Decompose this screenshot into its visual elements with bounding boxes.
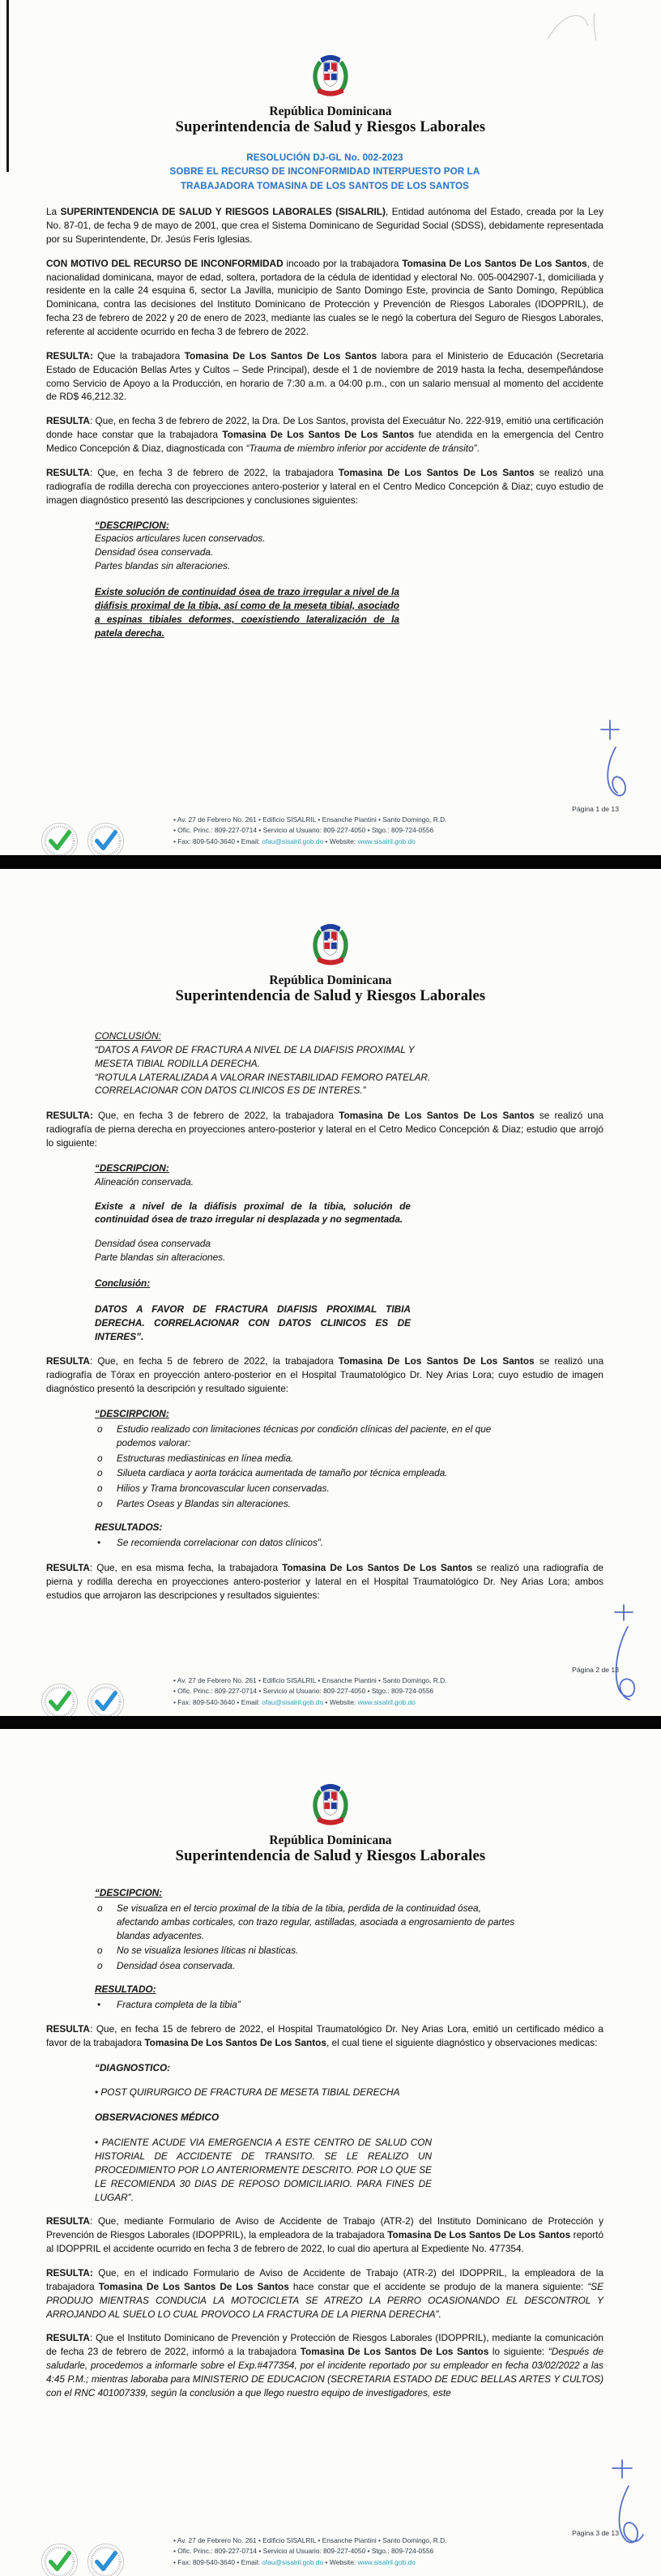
quoted-lines <box>95 1029 432 1098</box>
text-line <box>95 1237 603 1251</box>
text-segment: “DESCIRPCION: <box>95 1408 169 1420</box>
footer-address-line: • Av. 27 de Febrero No. 261 • Edificio SISALRIL • Ensanche Piantini • Santo Domingo, R.D. <box>173 2535 447 2544</box>
text-segment: Que, en fecha 3 de febrero de 2022, la trabajadora <box>92 1110 339 1122</box>
list-marker: o <box>97 1423 103 1435</box>
paragraph <box>95 2136 432 2204</box>
list-item-text <box>117 1452 516 1466</box>
text-segment: hace constar que el accidente se produjo de la manera siguiente: <box>288 2280 588 2292</box>
list-item <box>95 1944 516 1958</box>
text-segment: Silueta cardiaca y aorta torácica aumentada de tamaño por técnica empleada. <box>117 1467 448 1479</box>
resolution-title <box>46 151 603 193</box>
text-segment: Espacios articulares lucen conservados. <box>95 533 266 545</box>
text-segment: RESULTA <box>46 1561 90 1573</box>
list-marker: • <box>97 1999 101 2011</box>
page-separator <box>0 1716 661 1729</box>
text-segment: RESULTA <box>46 2332 90 2344</box>
text-segment: “Después de saludarle, procedemos a informarle sobre el Exp.#477354, por el incidente reportado por su empleador en fecha 03/02/2022 a las 4:45 P.M.; mientras laboraba para MINISTERIO DE EDUCACION (SECRETARIA ESTADO DE EDUC BELLAS ARTES Y CULTOS) con el RNC 401007339, según la conclusión a que llego nuestro equipo de investigadores, este <box>46 2346 604 2398</box>
resolution-title-line: TRABAJADORA TOMASINA DE LOS SANTOS DE LOS SANTOS <box>180 180 470 191</box>
certification-seal-green-icon <box>41 2543 79 2576</box>
page-separator <box>0 855 661 869</box>
text-line <box>95 1175 603 1189</box>
paragraph <box>46 1354 603 1396</box>
document-page-3 <box>0 1729 661 2576</box>
text-segment: Se recomienda correlacionar con datos clínicos”. <box>117 1536 324 1548</box>
text-segment: Tomasina De Los Santos De Los Santos <box>282 1561 473 1573</box>
text-segment: CONCLUSIÓN: <box>95 1030 161 1042</box>
list-marker: o <box>97 1960 103 1972</box>
footer-address-line <box>173 1697 627 1708</box>
text-segment: Que la trabajadora <box>92 349 185 362</box>
text-segment: No se visualiza lesiones líticas ni blasticas. <box>117 1945 299 1957</box>
certification-seal-blue-icon <box>87 2543 125 2576</box>
page-header <box>0 869 661 1005</box>
text-line <box>95 1084 432 1098</box>
list-marker: o <box>97 1498 103 1510</box>
text-segment: se realizó una radiografía de pierna derecha en proyecciones antero-posterior y lateral en el Cetro Medico Concepción & Diaz; estudio que arrojó lo siguiente: <box>46 1110 603 1149</box>
certification-seal-blue-icon <box>87 822 125 855</box>
header-country: República Dominicana <box>269 1834 392 1847</box>
resolution-title-line: SOBRE EL RECURSO DE INCONFORMIDAD INTERPUESTO POR LA <box>169 166 480 178</box>
text-line <box>95 546 603 559</box>
text-segment: Hilios y Trama broncovascular lucen conservadas. <box>117 1483 330 1495</box>
text-segment: www.sisalril.gob.do <box>357 2557 416 2566</box>
footer-address-line <box>173 2557 627 2568</box>
footer-address-line: • Ofic. Princ.: 809-227-0714 • Servicio al Usuario: 809-227-4050 • Stgo.: 809-724-0556 <box>173 826 434 835</box>
text-segment: incoado por la trabajadora <box>283 257 403 269</box>
text-segment: RESULTA: <box>46 2267 93 2279</box>
text-line <box>95 1886 603 1900</box>
text-segment: . <box>476 443 480 455</box>
text-line <box>95 532 603 546</box>
resolution-title-line: RESOLUCIÓN DJ-GL No. 002-2023 <box>246 152 403 163</box>
text-segment: se realizó una radiografía de rodilla derecha con proyecciones antero-posterior y lateral en el Centro Medico Concepción & Diaz; cuyo estudio de imagen diagnóstico presentó las descripciones y conclusiones siguientes: <box>46 466 604 506</box>
page-body <box>0 151 661 640</box>
text-segment: “DESCRIPCION: <box>95 1162 169 1174</box>
quoted-lines <box>95 1886 603 1900</box>
list-item-text <box>117 1959 516 1973</box>
text-segment: : Que, en fecha 5 de febrero de 2022, la trabajadora <box>89 1355 339 1367</box>
text-segment: Densidad ósea conservada. <box>95 546 214 558</box>
text-segment: Densidad ósea conservada <box>95 1238 211 1250</box>
quoted-lines <box>95 1983 603 1996</box>
certification-seals <box>41 2543 125 2576</box>
text-segment: Parte blandas sin alteraciones. <box>95 1252 226 1264</box>
document-page-1 <box>0 0 661 855</box>
text-segment: Que, en el indicado Formulario de Aviso de Accidente de Trabajo (ATR-2) del IDOPPRIL, la empleadora de la trabajadora <box>46 2267 603 2292</box>
paragraph <box>46 2266 603 2321</box>
quoted-lines <box>95 1277 603 1290</box>
paragraph <box>46 2022 603 2050</box>
bullet-list <box>95 1998 603 2012</box>
handwritten-pen-mark <box>591 717 640 806</box>
text-segment: Tomasina De Los Santos De Los Santos <box>98 2280 289 2292</box>
list-item <box>95 1998 603 2012</box>
pencil-scribble <box>541 5 622 49</box>
text-line <box>95 1251 603 1264</box>
quoted-lines <box>95 519 603 573</box>
footer-address <box>173 2535 627 2568</box>
paragraph <box>95 1200 411 1227</box>
text-segment: Tomasina De Los Santos De Los Santos <box>184 349 377 362</box>
text-segment: www.sisalril.gob.do <box>357 1697 416 1706</box>
list-item-text <box>117 1423 516 1450</box>
paragraph <box>46 2331 603 2399</box>
header-institution: Superintendencia de Salud y Riesgos Laborales <box>175 1848 486 1864</box>
paragraph <box>46 349 603 404</box>
paragraph <box>46 257 603 339</box>
paragraph <box>46 1561 603 1603</box>
list-marker: o <box>97 1945 103 1957</box>
paragraph <box>46 414 603 456</box>
page-number-label: Página 3 de 13 <box>572 2529 619 2537</box>
list-marker: o <box>97 1452 103 1464</box>
footer-address <box>173 815 627 847</box>
text-segment: Tomasina De Los Santos De Los Santos <box>300 2346 489 2358</box>
text-segment: RESULTADOS: <box>95 1521 163 1534</box>
text-segment: RESULTADO: <box>95 1983 156 1996</box>
list-item <box>95 1536 603 1550</box>
text-segment: Partes blandas sin alteraciones. <box>95 560 231 572</box>
text-segment: : Que, en fecha 3 de febrero de 2022, la trabajadora <box>89 466 339 478</box>
footer-address <box>173 1675 627 1708</box>
coat-of-arms-icon <box>307 1779 354 1831</box>
text-segment: ofau@sisalril.gob.do <box>262 1697 324 1706</box>
list-item <box>95 1452 516 1466</box>
page-body <box>0 1886 661 2400</box>
text-segment: : Que, en fecha 3 de febrero de 2022, la Dra. De Los Santos, provista del Execuátur No. 222-919, emitió una certificación donde hace constar que la trabajadora <box>46 415 603 441</box>
footer-address-line: • Ofic. Princ.: 809-227-0714 • Servicio al Usuario: 809-227-4050 • Stgo.: 809-724-0556 <box>173 1687 434 1696</box>
text-segment: • POST QUIRURGICO DE FRACTURA DE MESETA TIBIAL DERECHA <box>95 2086 400 2099</box>
quoted-lines <box>95 2061 603 2075</box>
text-line <box>95 1983 603 1996</box>
list-item-text <box>117 1497 516 1511</box>
certification-seal-green-icon <box>41 1683 79 1716</box>
text-segment: reportó al IDOPPRIL el accidente ocurrido en fecha 3 de febrero de 2022, lo cual dio apertura al Expediente No. 477354. <box>46 2229 604 2255</box>
text-segment: Conclusión: <box>95 1277 151 1290</box>
quoted-lines <box>95 1407 603 1421</box>
text-segment: • Website: <box>323 2557 358 2566</box>
text-segment: • Fax: 809-540-3640 • Email: <box>173 837 262 845</box>
text-segment: La <box>46 206 61 218</box>
text-segment: , el cual tiene el siguiente diagnóstico y observaciones medicas: <box>326 2036 598 2048</box>
certification-seals <box>41 1683 125 1716</box>
text-segment: lo siguiente: <box>488 2346 548 2358</box>
page-number-label: Página 1 de 13 <box>572 805 619 813</box>
scan-edge-artifact <box>6 0 9 172</box>
text-segment: RESULTA <box>46 2215 90 2227</box>
paragraph <box>46 2214 603 2256</box>
text-segment: : Que el Instituto Dominicano de Prevención y Protección de Riesgos Laborales (IDOPPRIL), mediante la comunicación de fecha 23 de febrero de 2022, informó a la trabajadora <box>46 2332 603 2358</box>
text-segment: RESULTA <box>46 2022 90 2035</box>
list-marker: o <box>97 1483 103 1495</box>
text-segment: Tomasina De Los Santos De Los Santos <box>402 257 587 269</box>
paragraph <box>46 205 603 246</box>
text-segment: RESULTA: <box>46 1110 93 1122</box>
page-body <box>0 1029 661 1602</box>
list-item-text <box>117 1944 516 1958</box>
text-line <box>95 1407 603 1421</box>
text-segment: Estudio realizado con limitaciones técnicas por condición clínicas del paciente, en el que podemos valorar: <box>117 1423 492 1448</box>
text-line <box>95 2061 603 2075</box>
list-item-text <box>117 1466 516 1480</box>
text-line <box>95 1162 603 1175</box>
quoted-lines <box>95 1162 603 1189</box>
text-line <box>95 1043 432 1071</box>
text-segment: “DIAGNOSTICO: <box>95 2061 171 2073</box>
text-segment: Alineación conservada. <box>95 1175 194 1187</box>
page-header <box>0 1729 661 1865</box>
list-item-text <box>117 1536 603 1550</box>
text-segment: • Website: <box>323 837 358 845</box>
list-item <box>95 1466 516 1480</box>
text-segment: Se visualiza en el tercio proximal de la tibia de la tibia, perdida de la continuidad ósea, afectando ambas corticales, con trazo regular, astilladas, asociada a engrosamiento de partes blandas adyacentes. <box>117 1902 515 1941</box>
text-segment: Tomasina De Los Santos De Los Santos <box>222 429 415 441</box>
paragraph <box>95 585 399 640</box>
paragraph <box>46 466 603 507</box>
bullet-list <box>95 1902 516 1973</box>
list-marker: o <box>97 1467 103 1479</box>
list-marker: • <box>97 1536 101 1548</box>
text-segment: “DESCIPCION: <box>95 1887 163 1898</box>
quoted-lines <box>95 2111 603 2125</box>
list-item <box>95 1423 516 1450</box>
paragraph <box>46 1109 603 1150</box>
footer-address-line <box>173 837 627 847</box>
text-segment: • Website: <box>323 1697 358 1706</box>
text-segment: Existe a nivel de la diáfisis proximal de la tibia, solución de continuidad ósea de trazo irregular ni desplazada y no segmentada. <box>95 1200 411 1226</box>
text-segment: Tomasina De Los Santos De Los Santos <box>338 466 535 478</box>
text-line <box>95 1029 432 1043</box>
list-item <box>95 1902 516 1943</box>
list-item-text <box>117 1902 516 1943</box>
text-segment: • Fax: 809-540-3640 • Email: <box>173 1697 262 1706</box>
coat-of-arms-icon <box>307 919 354 971</box>
certification-seals <box>41 822 125 855</box>
text-segment: Fractura completa de la tibia” <box>117 1999 241 2011</box>
text-segment: Estructuras mediastinicas en línea media. <box>117 1452 294 1464</box>
text-segment: Existe solución de continuidad ósea de trazo irregular a nivel de la diáfisis proximal de la tibia, así como de la meseta tibial, asociado a espinas tibiales deformes, coexistiendo lateralización de la patela derecha. <box>95 585 399 639</box>
text-segment: se realizó una radiografía de pierna y rodilla derecha en proyecciones antero-posterior y lateral en el Hospital Traumatológico Dr. Ney Arias Lora; ambos estudios que arrojaron las descripciones y resultados siguientes: <box>46 1561 603 1601</box>
header-institution: Superintendencia de Salud y Riesgos Laborales <box>175 119 486 135</box>
text-line <box>95 1521 603 1534</box>
text-segment: : Que, en esa misma fecha, la trabajadora <box>89 1561 283 1573</box>
header-country: República Dominicana <box>269 973 392 987</box>
text-segment: DATOS A FAVOR DE FRACTURA DIAFISIS PROXIMAL TIBIA DERECHA. CORRELACIONAR CON DATOS CLINICOS ES DE INTERES”. <box>95 1303 411 1342</box>
text-segment: RESULTA: <box>46 349 93 362</box>
text-segment: , de nacionalidad dominicana, mayor de edad, soltera, portadora de la cédula de identidad y electoral No. 005-0042907-1, domiciliada y residente en la calle 24 esquina 6, sector La Javilla, municipio de Santo Domingo Este, provincia de Santo Domingo, República Dominicana, contra las decisiones del Instituto Dominicano de Protección y Prevención de Riesgos Laborales (IDOPPRIL), de fecha 23 de febrero de 2022 y 20 de enero de 2023, mediante las cuales se le negó la cobertura del Seguro de Riesgos Laborales, referente al accidente ocurrido en fecha 3 de febrero de 2022. <box>46 257 604 338</box>
footer-address-line: • Av. 27 de Febrero No. 261 • Edificio SISALRIL • Ensanche Piantini • Santo Domingo, R.D. <box>173 815 447 824</box>
text-segment: ofau@sisalril.gob.do <box>262 837 324 845</box>
text-segment: • PACIENTE ACUDE VIA EMERGENCIA A ESTE CENTRO DE SALUD CON HISTORIAL DE ACCIDENTE DE TRANSITO. SE LE REALIZO UN PROCEDIMIENTO POR LO ANTERIORMENTE DESCRITO. POR LO QUE SE LE RECOMIENDA 30 DIAS DE REPOSO DOMICILIARIO. PARA FINES DE LUGAR”. <box>95 2137 432 2203</box>
list-item <box>95 1482 516 1496</box>
text-segment: “Trauma de miembro inferior por accidente de tránsito” <box>245 443 477 455</box>
certification-seal-green-icon <box>41 822 79 855</box>
list-marker: o <box>97 1902 103 1914</box>
text-segment: se realizó una radiografía de Tórax en proyección antero-posterior en el Hospital Traumatológico Dr. Ney Arias Lora; cuyo estudio de imagen diagnóstico presentó la descripción y resultado siguiente: <box>46 1355 604 1395</box>
quoted-lines <box>95 1237 603 1264</box>
text-segment: Tomasina De Los Santos De Los Santos <box>144 2036 326 2048</box>
text-segment: www.sisalril.gob.do <box>357 837 416 845</box>
quoted-lines <box>95 2086 603 2099</box>
text-line <box>95 2086 603 2099</box>
list-item-text <box>117 1482 516 1496</box>
text-segment: RESULTA <box>46 1355 90 1367</box>
document-page-2 <box>0 869 661 1716</box>
text-segment: CORRELACIONAR CON DATOS CLINICOS ES DE INTERES.” <box>95 1085 366 1097</box>
text-segment: : Que, mediante Formulario de Aviso de Accidente de Trabajo (ATR-2) del Instituto Dominicano de Protección y Prevención de Riesgos Laborales (IDOPPRIL), la empleadora de la trabajadora <box>46 2215 603 2241</box>
text-segment: RESULTA <box>46 415 90 427</box>
text-segment: CON MOTIVO DEL RECURSO DE INCONFORMIDAD <box>46 257 284 269</box>
text-segment: “DATOS A FAVOR DE FRACTURA A NIVEL DE LA DIAFISIS PROXIMAL Y MESETA TIBIAL RODILLA DERECHA. <box>95 1043 415 1069</box>
text-segment: fue atendida en la emergencia del Centro Medico Concepción & Diaz, diagnosticada con <box>46 429 603 455</box>
text-segment: RESULTA <box>46 466 90 478</box>
paragraph <box>95 1303 411 1344</box>
page-number-label: Página 2 de 13 <box>572 1666 619 1674</box>
text-line <box>95 2111 603 2125</box>
header-country: República Dominicana <box>269 105 392 118</box>
text-segment: : Que, en fecha 15 de febrero de 2022, el Hospital Traumatológico Dr. Ney Arias Lora, emitió un certificado médico a favor de la trabajadora <box>46 2022 603 2048</box>
list-item <box>95 1959 516 1973</box>
text-segment: Tomasina De Los Santos De Los Santos <box>387 2229 571 2241</box>
text-line <box>95 559 603 573</box>
coat-of-arms-icon <box>307 50 354 102</box>
text-segment: ofau@sisalril.gob.do <box>262 2557 324 2566</box>
quoted-lines <box>95 1521 603 1534</box>
text-segment: SUPERINTENDENCIA DE SALUD Y RIESGOS LABORALES (SISALRIL) <box>60 206 386 218</box>
footer-address-line: • Av. 27 de Febrero No. 261 • Edificio SISALRIL • Ensanche Piantini • Santo Domingo, R.D. <box>173 1675 447 1684</box>
text-segment: Tomasina De Los Santos De Los Santos <box>338 1355 535 1367</box>
text-segment: Partes Oseas y Blandas sin alteraciones. <box>117 1498 292 1510</box>
text-line <box>95 1071 432 1085</box>
text-segment: Tomasina De Los Santos De Los Santos <box>339 1110 535 1122</box>
bullet-list <box>95 1536 603 1550</box>
text-segment: “DESCRIPCION: <box>95 519 169 531</box>
certification-seal-blue-icon <box>87 1683 125 1716</box>
footer-address-line: • Ofic. Princ.: 809-227-0714 • Servicio al Usuario: 809-227-4050 • Stgo.: 809-724-0556 <box>173 2547 434 2556</box>
text-segment: “SE PRODUJO MIENTRAS CONDUCIA LA MOTOCICLETA SE ATREZO LA PERRO OCASIONANDO EL DESCONTROL Y ARROJANDO AL SUELO LO CUAL PROVOCO LA FRACTURA DE LA PIERNA DERECHA”. <box>46 2280 604 2320</box>
text-segment: , Entidad autónoma del Estado, creada por la Ley No. 87-01, de fecha 9 de mayo de 2001, que crea el Sistema Dominicano de Seguridad Social (SDSS), debidamente representada por su Superintendente, Dr. Jesús Feris Iglesias. <box>46 206 603 245</box>
text-segment: OBSERVACIONES MÉDICO <box>95 2112 220 2124</box>
text-segment: Densidad ósea conservada. <box>117 1960 236 1972</box>
bullet-list <box>95 1423 516 1511</box>
text-segment: labora para el Ministerio de Educación (Secretaria Estado de Educación Bellas Artes y Cultos – Sede Principal), desde el 1 de noviembre de 2019 hasta la fecha, desempeñándose como Servicio de Apoyo a la Producción, en horario de 7:30 a.m. a 04:00 p.m., con un salario mensual al momento del accidente de RD$ 46,212.32. <box>46 349 603 403</box>
text-line <box>95 1277 603 1290</box>
list-item-text <box>117 1998 603 2012</box>
header-institution: Superintendencia de Salud y Riesgos Laborales <box>175 988 486 1004</box>
text-segment: “ROTULA LATERALIZADA A VALORAR INESTABILIDAD FEMORO PATELAR. <box>95 1071 431 1083</box>
text-line <box>95 519 603 533</box>
text-segment: • Fax: 809-540-3640 • Email: <box>173 2557 262 2566</box>
list-item <box>95 1497 516 1511</box>
